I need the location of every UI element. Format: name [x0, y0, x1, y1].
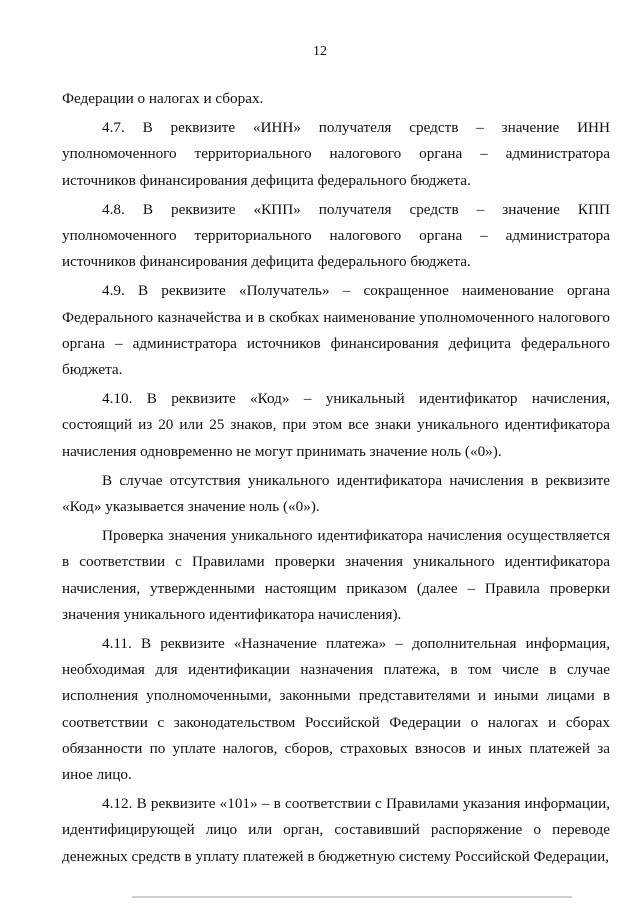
- paragraph-4-9: 4.9. В реквизите «Получатель» – сокращенное наименование органа Федерального казначейства и в скобках наименование уполномоченного налогового органа – администратора источников финансирования дефицита федерального бюджета.: [62, 282, 610, 379]
- paragraph-4-12: 4.12. В реквизите «101» – в соответствии с Правилами указания информации, идентифицирующей лицо или орган, составивший распоряжение о переводе денежных средств в уплату платежей в бюджетную систему Российской Федерации,: [62, 795, 610, 865]
- paragraph-continuation: Федерации о налогах и сборах.: [62, 90, 264, 107]
- paragraph-4-8: 4.8. В реквизите «КПП» получателя средств – значение КПП уполномоченного территориального налогового органа – администратора источников финансирования дефицита федерального бюджета.: [62, 200, 610, 271]
- paragraph-code-absent: В случае отсутствия уникального идентификатора начисления в реквизите «Код» указывается значение ноль («0»).: [62, 471, 610, 516]
- paragraph-code-check: Проверка значения уникального идентификатора начисления осуществляется в соответствии с Правилами проверки значения уникального идентификатора начисления, утвержденными настоящим приказом (далее – Правила проверки значения уникального идентификатора начисления).: [62, 527, 610, 623]
- paragraph-4-11: 4.11. В реквизите «Назначение платежа» – дополнительная информация, необходимая для идентификации назначения платежа, в том числе в случае исполнения уполномоченными, законными представителями и иными лицами в соответствии с законодательством Российской Федерации о налогах и сборах обязанности по уплате налогов, сборов, страховых взносов и иных платежей за иное лицо.: [62, 635, 610, 784]
- paragraph-4-10: 4.10. В реквизите «Код» – уникальный идентификатор начисления, состоящий из 20 или 25 знаков, при этом все знаки уникального идентификатора начисления одновременно не могут принимать значение ноль («0»).: [62, 390, 610, 460]
- page-number: 12: [313, 44, 327, 59]
- paragraph-4-7: 4.7. В реквизите «ИНН» получателя средств – значение ИНН уполномоченного территориального налогового органа – администратора источников финансирования дефицита федерального бюджета.: [62, 119, 610, 189]
- body-text: [62, 86, 610, 870]
- page-bottom-edge: [132, 896, 572, 898]
